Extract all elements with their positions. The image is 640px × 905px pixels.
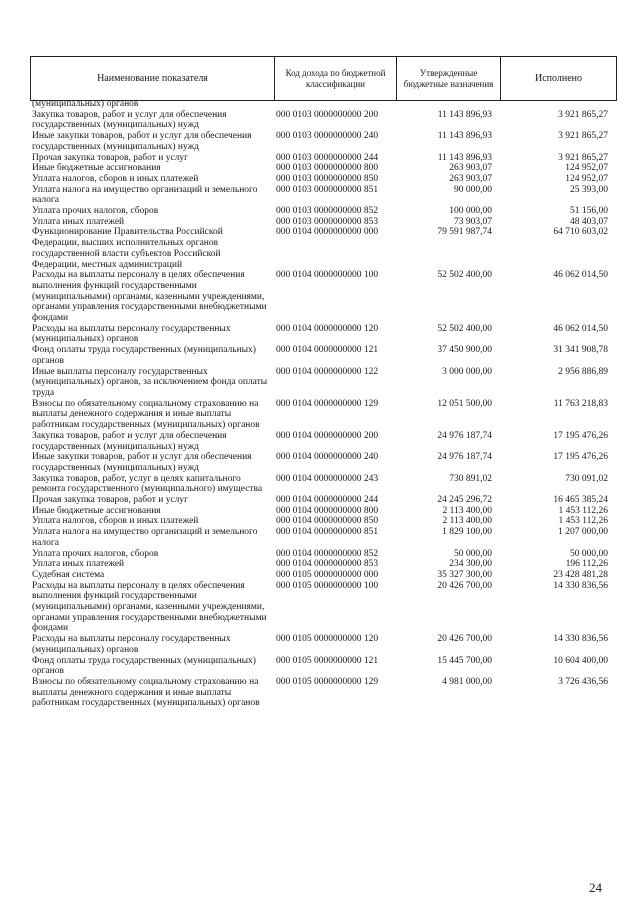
row-code: 000 0104 0000000000 853 — [276, 559, 379, 570]
row-code: 000 0104 0000000000 120 — [276, 323, 379, 334]
table-body — [30, 99, 616, 709]
table-row — [30, 506, 616, 517]
row-name: (муниципальных) органов — [32, 99, 139, 109]
row-executed: 46 062 014,50 — [553, 323, 608, 334]
row-approved: 234 300,00 — [449, 559, 492, 570]
row-executed: 3 726 436,56 — [558, 676, 608, 687]
row-name: Расходы на выплаты персоналу государственных (муниципальных) органов — [32, 634, 231, 655]
row-approved: 50 000,00 — [454, 548, 492, 559]
table-row — [30, 677, 616, 709]
row-code: 000 0105 0000000000 100 — [276, 580, 379, 591]
row-approved — [408, 99, 500, 110]
table-row — [30, 634, 616, 655]
row-executed: 17 195 476,26 — [553, 452, 608, 463]
row-name: Уплата налогов, сборов и иных платежей — [32, 173, 199, 184]
row-approved: 100 000,00 — [449, 206, 492, 217]
table-row — [30, 131, 616, 152]
row-executed: 17 195 476,26 — [553, 430, 608, 441]
table-row — [30, 495, 616, 506]
row-approved: 730 891,02 — [449, 473, 492, 484]
row-executed: 11 763 218,83 — [553, 398, 608, 409]
row-code: 000 0104 0000000000 243 — [276, 473, 379, 484]
row-approved: 4 981 000,00 — [442, 676, 492, 687]
row-approved: 1 829 100,00 — [442, 527, 492, 538]
row-name: Функционирование Правительства Российской Федерации, высших исполнительных органов государственной власти субъектов Российской Федерации, местных администраций — [32, 227, 223, 270]
table-header — [30, 56, 617, 101]
row-name: Иные закупки товаров, работ и услуг для обеспечения государственных (муниципальных) нужд — [32, 452, 252, 473]
row-approved: 24 245 296,72 — [437, 495, 492, 506]
row-approved: 79 591 987,74 — [437, 227, 492, 238]
row-name: Взносы по обязательному социальному страхованию на выплаты денежного содержания и иные выплаты работникам государственных (муниципальных) органов — [32, 676, 260, 709]
row-code: 000 0104 0000000000 800 — [276, 505, 379, 516]
row-code: 000 0103 0000000000 800 — [276, 163, 379, 174]
table-row — [30, 324, 616, 345]
row-approved: 52 502 400,00 — [437, 323, 492, 334]
row-executed: 50 000,00 — [570, 548, 608, 559]
row-executed: 3 921 865,27 — [558, 131, 608, 142]
row-code: 000 0104 0000000000 244 — [276, 495, 379, 506]
row-executed: 10 604 400,00 — [553, 655, 608, 666]
row-name: Расходы на выплаты персоналу государственных (муниципальных) органов — [32, 323, 231, 345]
row-executed: 14 330 836,56 — [553, 580, 608, 591]
table-row — [30, 656, 616, 677]
table-row — [30, 270, 616, 324]
row-approved: 11 143 896,93 — [437, 152, 492, 163]
row-executed: 2 956 886,89 — [558, 366, 608, 377]
row-name: Фонд оплаты труда государственных (муниципальных) органов — [32, 655, 256, 677]
row-approved: 52 502 400,00 — [437, 270, 492, 281]
table-row — [30, 549, 616, 560]
row-approved: 73 903,07 — [454, 216, 492, 227]
row-code — [274, 99, 408, 110]
table-row — [30, 570, 616, 581]
row-code: 000 0104 0000000000 000 — [276, 227, 379, 238]
row-name: Уплата налога на имущество организаций и земельного налога — [32, 184, 258, 206]
row-approved: 90 000,00 — [454, 184, 492, 195]
row-code: 000 0104 0000000000 129 — [276, 398, 379, 409]
header-approved: Утвержденные бюджетные назначения — [397, 57, 501, 101]
row-name: Уплата прочих налогов, сборов — [32, 206, 159, 217]
row-executed: 1 453 112,26 — [558, 505, 608, 516]
row-code: 000 0104 0000000000 121 — [276, 345, 379, 356]
table-row — [30, 99, 616, 110]
table-row — [30, 217, 616, 228]
table-row — [30, 559, 616, 570]
row-approved: 263 903,07 — [449, 163, 492, 174]
row-approved: 263 903,07 — [449, 173, 492, 184]
row-code: 000 0104 0000000000 240 — [276, 452, 379, 463]
row-executed: 1 207 000,00 — [558, 527, 608, 538]
row-executed: 23 428 481,28 — [553, 569, 608, 580]
row-code: 000 0104 0000000000 122 — [276, 366, 379, 377]
table-row — [30, 474, 616, 495]
row-name: Расходы на выплаты персоналу в целях обеспечения выполнения функций государственными (муниципальными) органами, казенными учреждениями, органами управления государственными внебюджетными фондами — [32, 580, 267, 634]
row-code: 000 0104 0000000000 850 — [276, 516, 379, 527]
row-code: 000 0103 0000000000 851 — [276, 184, 379, 195]
row-name: Закупка товаров, работ и услуг для обеспечения государственных (муниципальных) нужд — [32, 109, 227, 131]
row-code: 000 0103 0000000000 850 — [276, 173, 379, 184]
table-row — [30, 399, 616, 431]
table-row — [30, 110, 616, 131]
row-name: Расходы на выплаты персоналу в целях обеспечения выполнения функций государственными (муниципальными) органами, казенными учреждениями, органами управления государственными внебюджетными фондами — [32, 270, 267, 324]
table-row — [30, 581, 616, 635]
table-row — [30, 431, 616, 452]
row-executed: 3 921 865,27 — [558, 152, 608, 163]
row-name: Прочая закупка товаров, работ и услуг — [32, 495, 189, 506]
row-name: Закупка товаров, работ, услуг в целях капитального ремонта государственного (муниципального) имущества — [32, 473, 263, 495]
table-row — [30, 174, 616, 185]
row-code: 000 0103 0000000000 852 — [276, 206, 379, 217]
row-approved: 24 976 187,74 — [437, 452, 492, 463]
row-executed: 31 341 908,78 — [553, 345, 608, 356]
row-executed: 730 091,02 — [565, 473, 608, 484]
row-executed: 51 156,00 — [570, 206, 608, 217]
row-executed: 46 062 014,50 — [553, 270, 608, 281]
row-executed — [500, 99, 616, 110]
header-name: Наименование показателя — [31, 57, 275, 101]
row-approved: 20 426 700,00 — [437, 580, 492, 591]
row-code: 000 0105 0000000000 000 — [276, 569, 379, 580]
page-number: 24 — [589, 880, 602, 895]
row-code: 000 0104 0000000000 200 — [276, 430, 379, 441]
row-name: Прочая закупка товаров, работ и услуг — [32, 152, 189, 163]
row-name: Фонд оплаты труда государственных (муниципальных) органов — [32, 345, 256, 366]
row-approved: 24 976 187,74 — [437, 430, 492, 441]
header-executed: Исполнено — [501, 57, 617, 101]
row-name: Закупка товаров, работ и услуг для обеспечения государственных (муниципальных) нужд — [32, 430, 227, 452]
row-approved: 2 113 400,00 — [442, 516, 492, 527]
row-name: Уплата иных платежей — [32, 559, 125, 570]
row-code: 000 0103 0000000000 244 — [276, 152, 379, 163]
row-code: 000 0103 0000000000 200 — [276, 109, 379, 120]
row-code: 000 0103 0000000000 853 — [276, 216, 379, 227]
row-approved: 11 143 896,93 — [437, 131, 492, 142]
table-row — [30, 516, 616, 527]
row-name: Взносы по обязательному социальному страхованию на выплаты денежного содержания и иные выплаты работникам государственных (муниципальных) органов — [32, 398, 260, 431]
table-row — [30, 153, 616, 164]
row-name: Уплата прочих налогов, сборов — [32, 548, 159, 559]
row-approved: 35 327 300,00 — [437, 569, 492, 580]
table-row — [30, 345, 616, 366]
row-name: Иные выплаты персоналу государственных (муниципальных) органов, за исключением фонда оплаты труда — [32, 366, 268, 398]
header-code: Код дохода по бюджетной классификации — [275, 57, 397, 101]
row-approved: 3 000 000,00 — [442, 366, 492, 377]
row-executed: 196 112,26 — [565, 559, 608, 570]
row-approved: 11 143 896,93 — [437, 109, 492, 120]
table-row — [30, 227, 616, 270]
row-approved: 12 051 500,00 — [437, 398, 492, 409]
row-executed: 124 952,07 — [565, 173, 608, 184]
row-code: 000 0104 0000000000 851 — [276, 527, 379, 538]
table-row — [30, 206, 616, 217]
table-row — [30, 452, 616, 473]
table-row — [30, 367, 616, 399]
row-name: Судебная система — [32, 569, 105, 580]
row-approved: 20 426 700,00 — [437, 634, 492, 645]
row-code: 000 0105 0000000000 121 — [276, 655, 379, 666]
table-row — [30, 185, 616, 206]
row-approved: 37 450 900,00 — [437, 345, 492, 356]
row-approved: 2 113 400,00 — [442, 505, 492, 516]
row-name: Уплата налогов, сборов и иных платежей — [32, 516, 199, 527]
row-approved: 15 445 700,00 — [437, 655, 492, 666]
row-code: 000 0104 0000000000 852 — [276, 548, 379, 559]
row-executed: 48 403,07 — [570, 216, 608, 227]
row-name: Иные бюджетные ассигнования — [32, 163, 161, 174]
row-name: Иные бюджетные ассигнования — [32, 505, 161, 516]
row-executed: 1 453 112,26 — [558, 516, 608, 527]
row-name: Иные закупки товаров, работ и услуг для обеспечения государственных (муниципальных) нужд — [32, 131, 252, 152]
row-code: 000 0103 0000000000 240 — [276, 131, 379, 142]
row-executed: 16 465 385,24 — [553, 495, 608, 506]
table-row — [30, 527, 616, 548]
row-executed: 3 921 865,27 — [558, 109, 608, 120]
row-code: 000 0105 0000000000 129 — [276, 676, 379, 687]
row-code: 000 0105 0000000000 120 — [276, 634, 379, 645]
row-name: Уплата иных платежей — [32, 216, 125, 227]
row-executed: 64 710 603,02 — [553, 227, 608, 238]
row-executed: 14 330 836,56 — [553, 634, 608, 645]
row-executed: 124 952,07 — [565, 163, 608, 174]
row-code: 000 0104 0000000000 100 — [276, 270, 379, 281]
row-name: Уплата налога на имущество организаций и земельного налога — [32, 527, 258, 548]
row-executed: 25 393,00 — [570, 184, 608, 195]
table-row — [30, 163, 616, 174]
